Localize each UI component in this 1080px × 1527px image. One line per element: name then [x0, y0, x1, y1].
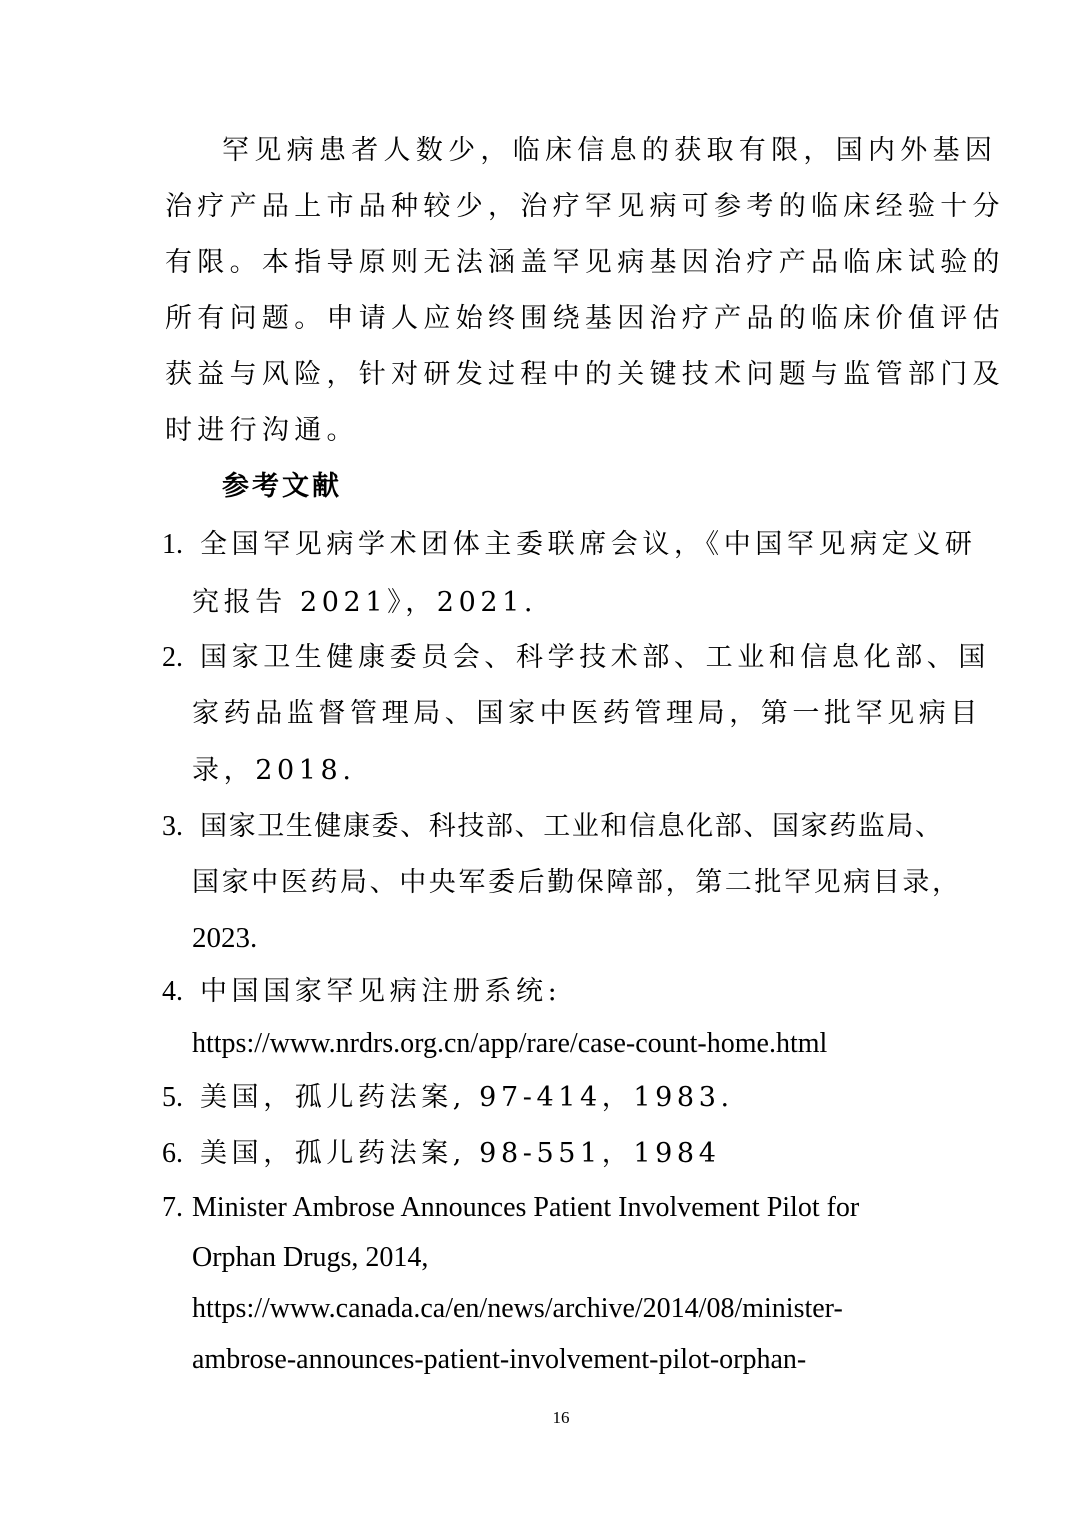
reference-line: Minister Ambrose Announces Patient Involvement Pilot for: [192, 1192, 860, 1223]
reference-line: 美国，孤儿药法案, 97-414，1983.: [200, 1082, 734, 1113]
reference-url[interactable]: https://www.nrdrs.org.cn/app/rare/case-count-home.html: [192, 1028, 828, 1059]
reference-line: 2023.: [192, 922, 258, 954]
paragraph-line: 获益与风险，针对研发过程中的关键技术问题与监管部门及: [165, 359, 1005, 390]
reference-line: 究报告 2021》，2021.: [192, 587, 538, 618]
page-number: 16: [552, 1408, 570, 1427]
paragraph-line: 所有问题。申请人应始终围绕基因治疗产品的临床价值评估: [165, 303, 1005, 334]
reference-url[interactable]: https://www.canada.ca/en/news/archive/2014/08/minister-: [192, 1293, 843, 1324]
paragraph-line: 有限。本指导原则无法涵盖罕见病基因治疗产品临床试验的: [165, 247, 1005, 278]
reference-number: 7.: [162, 1192, 183, 1223]
reference-number: 6.: [162, 1138, 183, 1169]
paragraph-line: 罕见病患者人数少，临床信息的获取有限，国内外基因: [222, 135, 998, 166]
reference-line: 中国国家罕见病注册系统:: [200, 976, 562, 1007]
reference-line: 家药品监督管理局、国家中医药管理局，第一批罕见病目: [192, 698, 982, 729]
reference-line: 全国罕见病学术团体主委联席会议，《中国罕见病定义研: [200, 529, 977, 560]
paragraph-line: 时进行沟通。: [165, 415, 359, 446]
reference-number: 4.: [162, 976, 183, 1007]
paragraph-line: 治疗产品上市品种较少，治疗罕见病可参考的临床经验十分: [165, 191, 1005, 222]
reference-number: 1.: [162, 529, 183, 560]
references-heading: 参考文献: [222, 471, 342, 502]
reference-line: 美国，孤儿药法案, 98-551，1984: [200, 1138, 721, 1169]
reference-line: 国家卫生健康委员会、科学技术部、工业和信息化部、国: [200, 642, 990, 673]
reference-line: 国家中医药局、中央军委后勤保障部，第二批罕见病目录，: [192, 867, 962, 898]
reference-number: 3.: [162, 811, 183, 842]
reference-url[interactable]: ambrose-announces-patient-involvement-pilot-orphan-: [192, 1344, 807, 1375]
reference-number: 2.: [162, 642, 183, 673]
reference-line: 国家卫生健康委、科技部、工业和信息化部、国家药监局、: [200, 811, 944, 842]
reference-number: 5.: [162, 1082, 183, 1113]
reference-line: 录，2018.: [192, 755, 356, 786]
reference-line: Orphan Drugs, 2014,: [192, 1242, 429, 1273]
